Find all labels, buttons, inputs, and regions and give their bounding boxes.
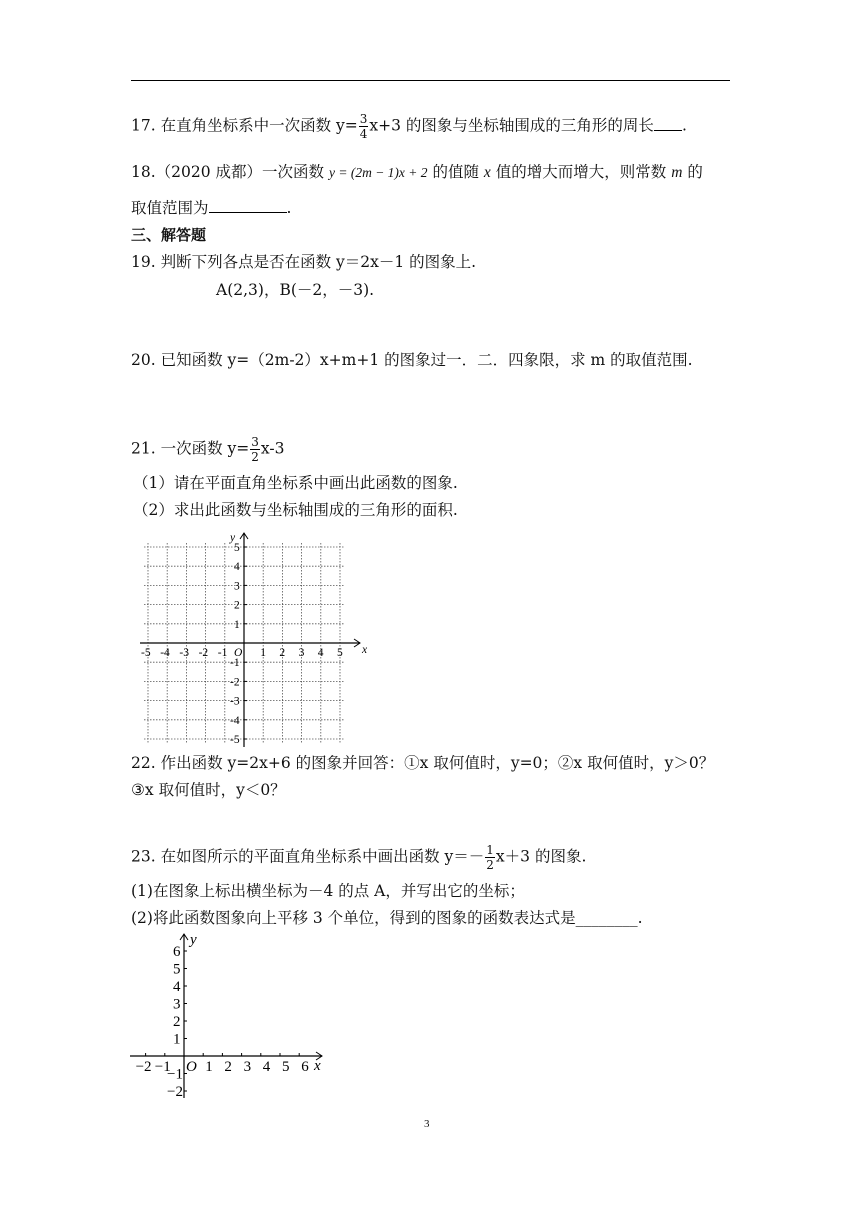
- question-21: [131, 436, 284, 463]
- q17-end: .: [681, 116, 687, 135]
- question-18-line2: [131, 198, 291, 218]
- grid2-x-tick: 6: [301, 1059, 309, 1075]
- q19-text: 判断下列各点是否在函数 y＝2x－1 的图象上.: [160, 253, 477, 271]
- q23-frac-den: 2: [486, 858, 494, 872]
- grid1-x-tick: -1: [217, 647, 228, 659]
- grid2-x-tick: −2: [135, 1059, 152, 1075]
- q18-var-m: m: [671, 164, 683, 181]
- q21-part1: （1）请在平面直角坐标系中画出此函数的图象.: [133, 474, 458, 492]
- q23-number: 23.: [131, 847, 156, 866]
- grid2-y-tick: 4: [173, 979, 181, 995]
- q18-number: 18.: [131, 163, 156, 181]
- grid2-y-tick: −1: [167, 1066, 183, 1083]
- grid2-x-tick: 5: [282, 1059, 290, 1075]
- grid1-x-tick: 2: [279, 647, 286, 659]
- grid2-y-tick: −2: [167, 1084, 183, 1100]
- q21-number: 21.: [131, 439, 156, 458]
- q21-text-a: 一次函数 y=: [160, 439, 250, 458]
- grid1-y-tick: 5: [234, 542, 240, 554]
- q23-text-b: x＋3 的图象.: [495, 847, 587, 866]
- page-number: 3: [424, 1118, 430, 1130]
- grid1-y-tick: 2: [234, 599, 240, 612]
- q20-number: 20.: [131, 351, 156, 369]
- grid2-y-tick: 2: [173, 1014, 181, 1030]
- q20-text: 已知函数 y=（2m-2）x+m+1 的图象过一．二．四象限，求 m 的取值范围.: [160, 351, 693, 369]
- q23-fraction: [485, 844, 495, 871]
- q17-text-a: 在直角坐标系中一次函数 y=: [160, 116, 358, 135]
- q18-line2-text: 取值范围为: [131, 199, 209, 217]
- q17-answer-blank[interactable]: [654, 116, 682, 131]
- grid1-origin: O: [234, 647, 243, 659]
- grid1-x-tick: -3: [179, 647, 189, 659]
- question-22: [131, 754, 714, 773]
- q19-number: 19.: [131, 253, 156, 271]
- grid1-y-tick: 1: [234, 618, 240, 631]
- question-17: [131, 113, 687, 140]
- grid1-y-label: y: [230, 532, 236, 544]
- grid2-x-tick: 2: [224, 1059, 232, 1075]
- grid2-y-tick: 1: [173, 1031, 181, 1048]
- grid1-y-tick: -4: [230, 714, 240, 727]
- q21-fraction: [250, 436, 260, 463]
- q18-formula: y = (2m − 1)x + 2: [328, 165, 428, 180]
- grid1-y-tick: -2: [230, 676, 240, 689]
- q18-answer-blank[interactable]: [209, 198, 287, 213]
- grid1-x-tick: -5: [141, 647, 151, 659]
- grid1-x-tick: -2: [198, 647, 209, 659]
- grid1-x-tick: 3: [298, 647, 305, 659]
- grid2-x-tick: 1: [205, 1059, 213, 1075]
- q21-frac-num: 3: [251, 435, 259, 449]
- grid1-lines: [140, 532, 368, 747]
- q18-text-b: 值的增大而增大，则常数: [495, 163, 667, 181]
- header-rule: [131, 80, 730, 81]
- q22-line2: ③x 取何值时，y＜0？: [131, 781, 286, 799]
- q23-part2: (2)将此函数图象向上平移 3 个单位，得到的图象的函数表达式是________.: [131, 909, 643, 927]
- q21-text-b: x-3: [260, 439, 285, 458]
- q18-text-c: 的: [687, 163, 703, 181]
- q22-line1: 作出函数 y=2x+6 的图象并回答：①x 取何值时，y=0；②x 取何值时，y＞0？: [160, 754, 715, 772]
- q22-number: 22.: [131, 754, 156, 772]
- q19-points: A(2,3)，B(－2，－3).: [216, 281, 375, 299]
- q18-end: .: [286, 199, 292, 217]
- grid1-x-label: x: [362, 644, 368, 656]
- q18-var-x: x: [483, 164, 491, 181]
- grid1-y-tick: 3: [234, 580, 240, 593]
- coordinate-axes-2[interactable]: [126, 930, 336, 1100]
- grid1-y-tick: -5: [230, 734, 240, 746]
- grid2-origin: O: [186, 1059, 197, 1075]
- grid2-y-label: y: [190, 932, 197, 948]
- grid2-x-tick: 3: [243, 1059, 252, 1075]
- question-19: [131, 253, 476, 272]
- grid2-x-label: x: [314, 1058, 321, 1074]
- question-23: [131, 844, 586, 871]
- q17-text-b: x+3 的图象与坐标轴围成的三角形的周长: [369, 116, 654, 135]
- section-title: 三、解答题: [131, 226, 207, 244]
- grid1-x-tick: 1: [260, 647, 266, 659]
- grid2-y-tick: 6: [173, 944, 181, 960]
- question-18: [131, 163, 703, 183]
- grid2-x-tick: −1: [154, 1059, 171, 1075]
- q18-source: （2020 成都）一次函数: [155, 163, 325, 181]
- grid1-x-tick: 4: [317, 647, 324, 659]
- grid1-y-tick: 4: [234, 561, 240, 574]
- grid2-y-tick: 5: [173, 961, 181, 978]
- q23-text-a: 在如图所示的平面直角坐标系中画出函数 y＝－: [160, 847, 485, 866]
- grid1-y-tick: -1: [230, 657, 240, 670]
- question-20: [131, 351, 693, 370]
- grid2-y-tick: 3: [173, 996, 181, 1013]
- grid2-axes: [130, 932, 322, 1100]
- grid1-y-tick: -3: [230, 695, 240, 708]
- q18-text-a: 的值随: [432, 163, 479, 181]
- q17-number: 17.: [131, 116, 156, 135]
- coordinate-grid-1[interactable]: [128, 528, 368, 748]
- q23-frac-num: 1: [486, 843, 494, 857]
- q23-part1: (1)在图象上标出横坐标为－4 的点 A，并写出它的坐标；: [131, 882, 525, 900]
- q17-fraction: [359, 113, 369, 140]
- q17-frac-num: 3: [359, 112, 368, 126]
- q21-frac-den: 2: [251, 450, 259, 464]
- grid1-x-tick: 5: [337, 647, 343, 659]
- q21-part2: （2）求出此函数与坐标轴围成的三角形的面积.: [133, 501, 458, 519]
- grid1-x-tick: -4: [160, 647, 170, 659]
- q17-frac-den: 4: [359, 127, 368, 141]
- grid2-x-tick: 4: [262, 1059, 271, 1075]
